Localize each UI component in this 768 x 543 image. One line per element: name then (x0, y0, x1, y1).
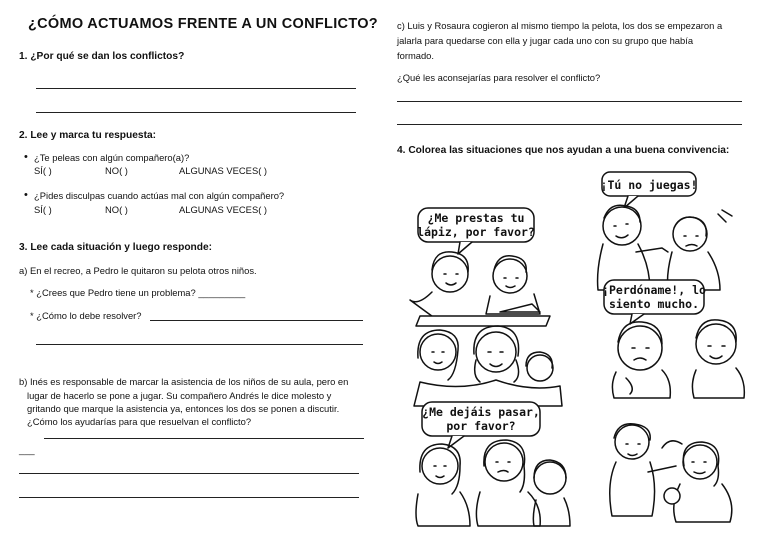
question-1-heading: 1. ¿Por qué se dan los conflictos? (19, 51, 185, 62)
child-face (432, 256, 468, 292)
situation-b-line-4: ¿Cómo los ayudarías para que resuelvan el conflicto? (27, 416, 252, 427)
answer-line[interactable] (44, 438, 364, 439)
answer-line[interactable] (19, 497, 359, 498)
scene-me-dejais-pasar[interactable] (416, 402, 570, 526)
question-2-heading: 2. Lee y marca tu respuesta: (19, 130, 157, 141)
q2-item-1-option-no[interactable]: NO( ) (105, 165, 128, 176)
answer-line[interactable] (397, 124, 742, 125)
situation-a-question-2: * ¿Cómo lo debe resolver? (30, 310, 142, 321)
scene-perdoname[interactable] (602, 280, 744, 398)
worksheet-title: ¿CÓMO ACTUAMOS FRENTE A UN CONFLICTO? (28, 16, 378, 32)
situation-a-question-1: * ¿Crees que Pedro tiene un problema? _________ (30, 287, 246, 298)
situation-a-text: a) En el recreo, a Pedro le quitaron su pelota otros niños. (19, 265, 257, 276)
question-4-heading: 4. Colorea las situaciones que nos ayudan a una buena convivencia: (397, 145, 730, 156)
situation-b-line-2: lugar de hacerlo se pone a jugar. Su compañero Andrés le dice molesto y (27, 390, 332, 401)
child-face (420, 334, 456, 370)
child-face (618, 326, 662, 370)
situation-c-line-3: formado. (397, 50, 434, 61)
child-face (534, 462, 566, 494)
child-face (422, 448, 458, 484)
bubble-text-dejais-pasar-l1: ¿Me dejáis pasar, (422, 405, 540, 419)
bubble-text-dejais-pasar-l2: por favor? (446, 419, 516, 433)
notebook (500, 304, 540, 312)
bubble-text-perdoname-l2: siento mucho. (608, 297, 700, 311)
child-face (615, 425, 649, 459)
scene-helping-friend[interactable] (610, 424, 732, 522)
scene-tu-no-juegas[interactable] (598, 172, 732, 290)
q2-item-1-option-algunas-veces[interactable]: ALGUNAS VECES( ) (179, 165, 268, 176)
bubble-text-perdoname-l1: ¡Perdóname!, lo (602, 283, 706, 297)
question-3-heading: 3. Lee cada situación y luego responde: (19, 242, 213, 253)
answer-line[interactable] (36, 112, 356, 113)
q2-item-2-question: • ¿Pides disculpas cuando actúas mal con algún compañero? (34, 190, 284, 201)
child-face (527, 355, 553, 381)
bubble-text-me-prestas-l1: ¿Me prestas tu (427, 211, 525, 225)
bubble-text-me-prestas-l2: lápiz, por favor? (417, 225, 535, 239)
q2-item-2-option-si[interactable]: SÍ( ) (34, 204, 52, 215)
answer-line[interactable] (150, 320, 363, 321)
desk (416, 316, 550, 326)
answer-line[interactable] (36, 344, 363, 345)
q2-item-1-question: • ¿Te peleas con algún compañero(a)? (34, 152, 189, 163)
convivencia-illustrations (400, 166, 762, 530)
bubble-text-tu-no-juegas: ¡Tú no juegas! (600, 178, 698, 192)
situation-b-line-1: b) Inés es responsable de marcar la asistencia de los niños de su aula, pero en (19, 376, 349, 387)
situation-c-line-2: jalarla para quedarse con ella y jugar cada uno con su grupo que había (397, 35, 694, 46)
answer-line[interactable] (19, 473, 359, 474)
scene-girls-together[interactable] (414, 326, 562, 406)
q2-item-1-option-si[interactable]: SÍ( ) (34, 165, 52, 176)
answer-line[interactable] (397, 101, 742, 102)
child-face (485, 443, 523, 481)
child-face (603, 207, 641, 245)
situation-b-line-3: gritando que marque la asistencia ya, entonces los dos se ponen a discutir. (27, 403, 340, 414)
answer-line[interactable] (36, 88, 356, 89)
situation-c-line-1: c) Luis y Rosaura cogieron al mismo tiempo la pelota, los dos se empezaron a (397, 20, 723, 31)
situation-b-line-tail: ___ (19, 444, 35, 455)
q2-item-2-option-no[interactable]: NO( ) (105, 204, 128, 215)
q2-item-2-option-algunas-veces[interactable]: ALGUNAS VECES( ) (179, 204, 268, 215)
situation-c-question: ¿Qué les aconsejarías para resolver el conflicto? (397, 72, 601, 83)
scene-me-prestas-tu-lapiz[interactable] (410, 208, 550, 326)
